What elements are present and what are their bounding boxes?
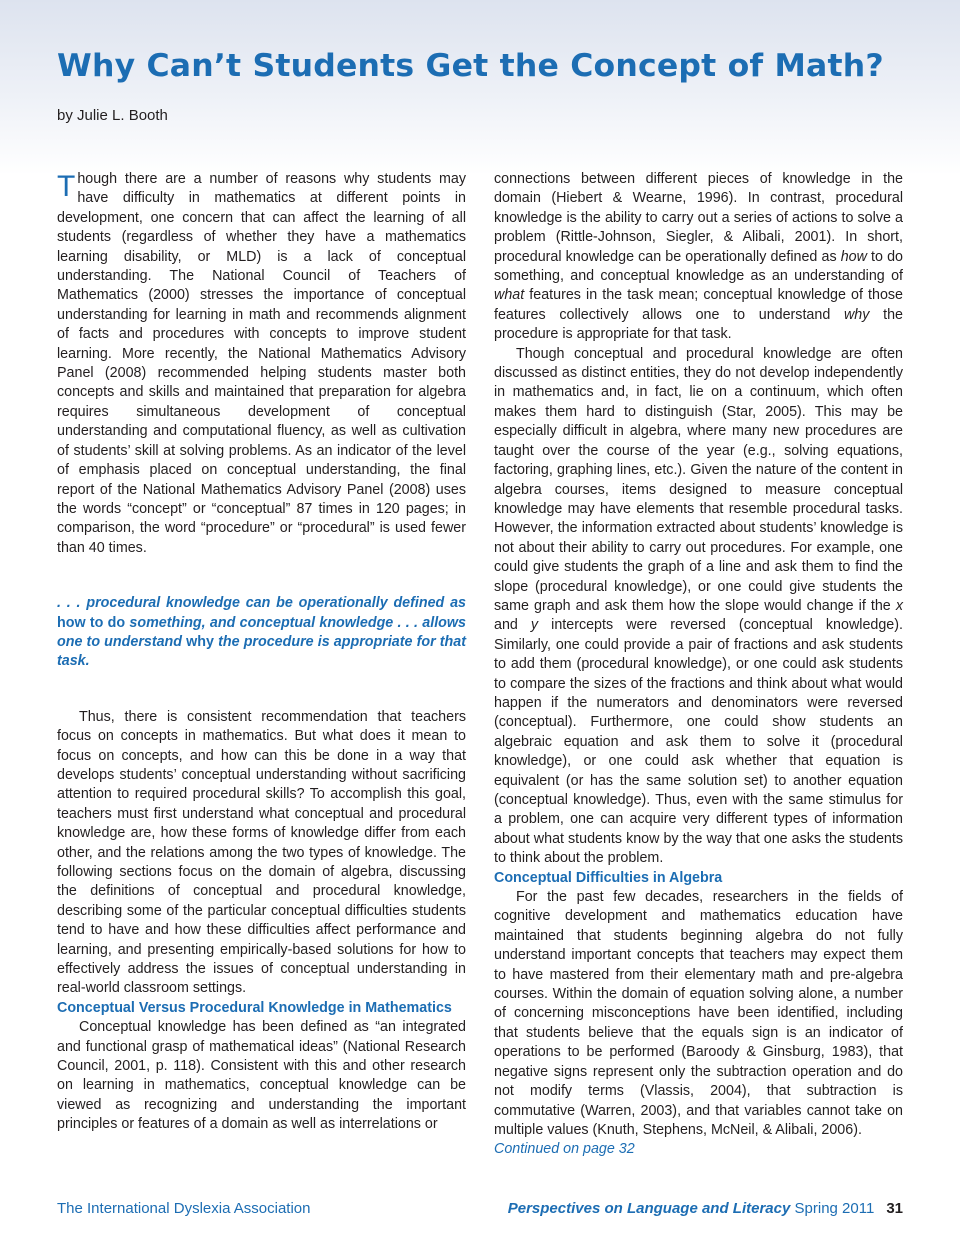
text-run: the procedure is appropriate for that task. [494,306,903,343]
intro-paragraph-text: hough there are a number of reasons why students may have difficulty in mathematics at different points in development, one concern that can affect the learning of all students (regardless of whether they have a mathematics learning disability, or MLD) is a lack of conceptual understanding. The National Council of Teachers of Mathematics (2000) stresses the importance of conceptual understanding for learning in math and recommends alignment of facts and procedures with concepts to improve student learning. More recently, the National Mathematics Advisory Panel (2008) recommended helping students master both concepts and skills and maintained that preparation for algebra requires simultaneous development of conceptual understanding and computational fluency, as well as cultivation of students’ skill at solving problems. As an indicator of the level of emphasis placed on conceptual understanding, the final report of the National Mathematics Advisory Panel (2008) uses the words “concept” or “conceptual” 87 times in 120 pages; in comparison, the word “procedure” or “procedural” is used fewer than 40 times. [57,171,466,556]
text-run: to do something, and conceptual knowledge as an understanding of [494,248,903,285]
drop-cap: T [57,170,76,203]
text-run: and [494,617,531,634]
footer-association: The International Dyslexia Association [57,1200,311,1217]
footer-publication [508,1200,903,1217]
article-byline: by Julie L. Booth [57,107,168,124]
text-run: features in the task mean; conceptual knowledge of those features collectively allows one to understand [494,287,903,323]
body-paragraph: For the past few decades, researchers in the fields of cognitive development and mathematics education have maintained that students beginning algebra do not fully understand important concepts that teachers may expect them to have mastered from their elementary math and pre-algebra courses. Within the domain of equation solving alone, a number of concerning misconceptions have been identified, including that students believe that the equals sign is an indicator of operations to be performed (Baroody & Ginsburg, 1983), that negative signs represent only the subtraction operation and do not modify terms (Vlassis, 2004), that subtraction is commutative (Warren, 2003), and that variables cannot take on multiple values (Knuth, Stephens, McNeil, & Alibali, 2006). [494,889,903,1138]
left-column [57,170,466,1135]
text-run: Though conceptual and procedural knowledge are often discussed as distinct entities, they do not develop independently in mathematics and, in fact, lie on a continuum, which often makes them hard to distinguish (Star, 2005). This may be especially difficult in algebra, where many new procedures are taught over the course of the year (e.g., solving equations, factoring, graphing lines, etc.). Given the nature of the content in algebra courses, items designed to measure conceptual knowledge may have elements that resemble procedural tasks. However, the information extracted about students’ knowledge is not about their ability to carry out procedures. For example, one could give students the graph of a line and ask them to find the slope (procedural knowledge), or one could give students the same graph and ask them how the slope would change if the [494,345,903,614]
pull-quote-part: the procedure is appropriate for that task. [57,633,466,670]
italic-term: what [494,287,525,304]
italic-term: why [843,306,870,323]
footer-issue: Spring 2011 [794,1200,875,1217]
section-heading: Conceptual Versus Procedural Knowledge in Mathematics [57,999,452,1016]
body-paragraph [494,345,903,869]
pull-quote-emphasis: why [186,633,214,650]
pull-quote [57,594,466,672]
page-number: 31 [886,1200,903,1217]
text-run: intercepts were reversed (conceptual knowledge). Similarly, one could provide a pair of fractions and ask students to add them (procedural knowledge), or one could ask students to compare the sizes of the fractions and think about what would happen if the numerators and denominators were reversed (conceptual). Furthermore, one could show students an algebraic equation and ask them to solve it (procedural knowledge), or one could ask whether that equation is equivalent (or has the same solution set) to another equation (conceptual knowledge). Thus, even with the same stimulus for a problem, one can acquire very different types of information about what students know by the way that one asks the students to think about the problem. [494,617,903,867]
footer-journal: Perspectives on Language and Literacy [507,1200,791,1217]
italic-term: how [840,248,867,265]
pull-quote-part: . . . procedural knowledge can be operationally defined as [57,595,466,612]
italic-term: y [530,617,539,634]
intro-paragraph [57,170,466,558]
section-heading: Conceptual Difficulties in Algebra [494,869,723,886]
text-run: connections between different pieces of knowledge in the domain (Hiebert & Wearne, 1996). In contrast, procedural knowledge is the ability to carry out a series of actions to solve a problem (Rittle-Johnson, Siegler, & Alibali, 2001). In short, procedural knowledge can be operationally defined as [494,171,903,265]
pull-quote-part: something, and conceptual knowledge . . . allows one to understand [57,614,466,650]
article-title: Why Can’t Students Get the Concept of Math? [57,48,884,84]
right-column [494,170,903,1160]
italic-term: x [895,597,903,614]
body-paragraph [494,170,903,345]
continued-link[interactable]: Continued on page 32 [494,1141,635,1158]
header-gradient-band [0,0,960,175]
body-paragraph: Thus, there is consistent recommendation that teachers focus on concepts in mathematics. But what does it mean to focus on concepts, and how can this be done in a way that develops students’ conceptual understanding without sacrificing attention to required procedural skills? To accomplish this goal, teachers must first understand what conceptual and procedural knowledge are, how these forms of knowledge differ from each other, and the relations among the two types of knowledge. The following sections focus on the domain of algebra, discussing the definitions of conceptual and procedural knowledge, describing some of the particular conceptual difficulties students tend to have and how these difficulties affect performance and learning, and presenting empirically-based solutions for how to effectively address the issues of conceptual understanding in real-world classroom settings. [57,708,466,997]
body-paragraph: Conceptual knowledge has been defined as “an integrated and functional grasp of mathematical ideas” (National Research Council, 2001, p. 118). Consistent with this and other research on learning in mathematics, conceptual knowledge can be viewed as recognizing and understanding the important principles or features of a domain as well as interrelations or [57,1019,466,1133]
pull-quote-emphasis: how to do [57,614,126,631]
